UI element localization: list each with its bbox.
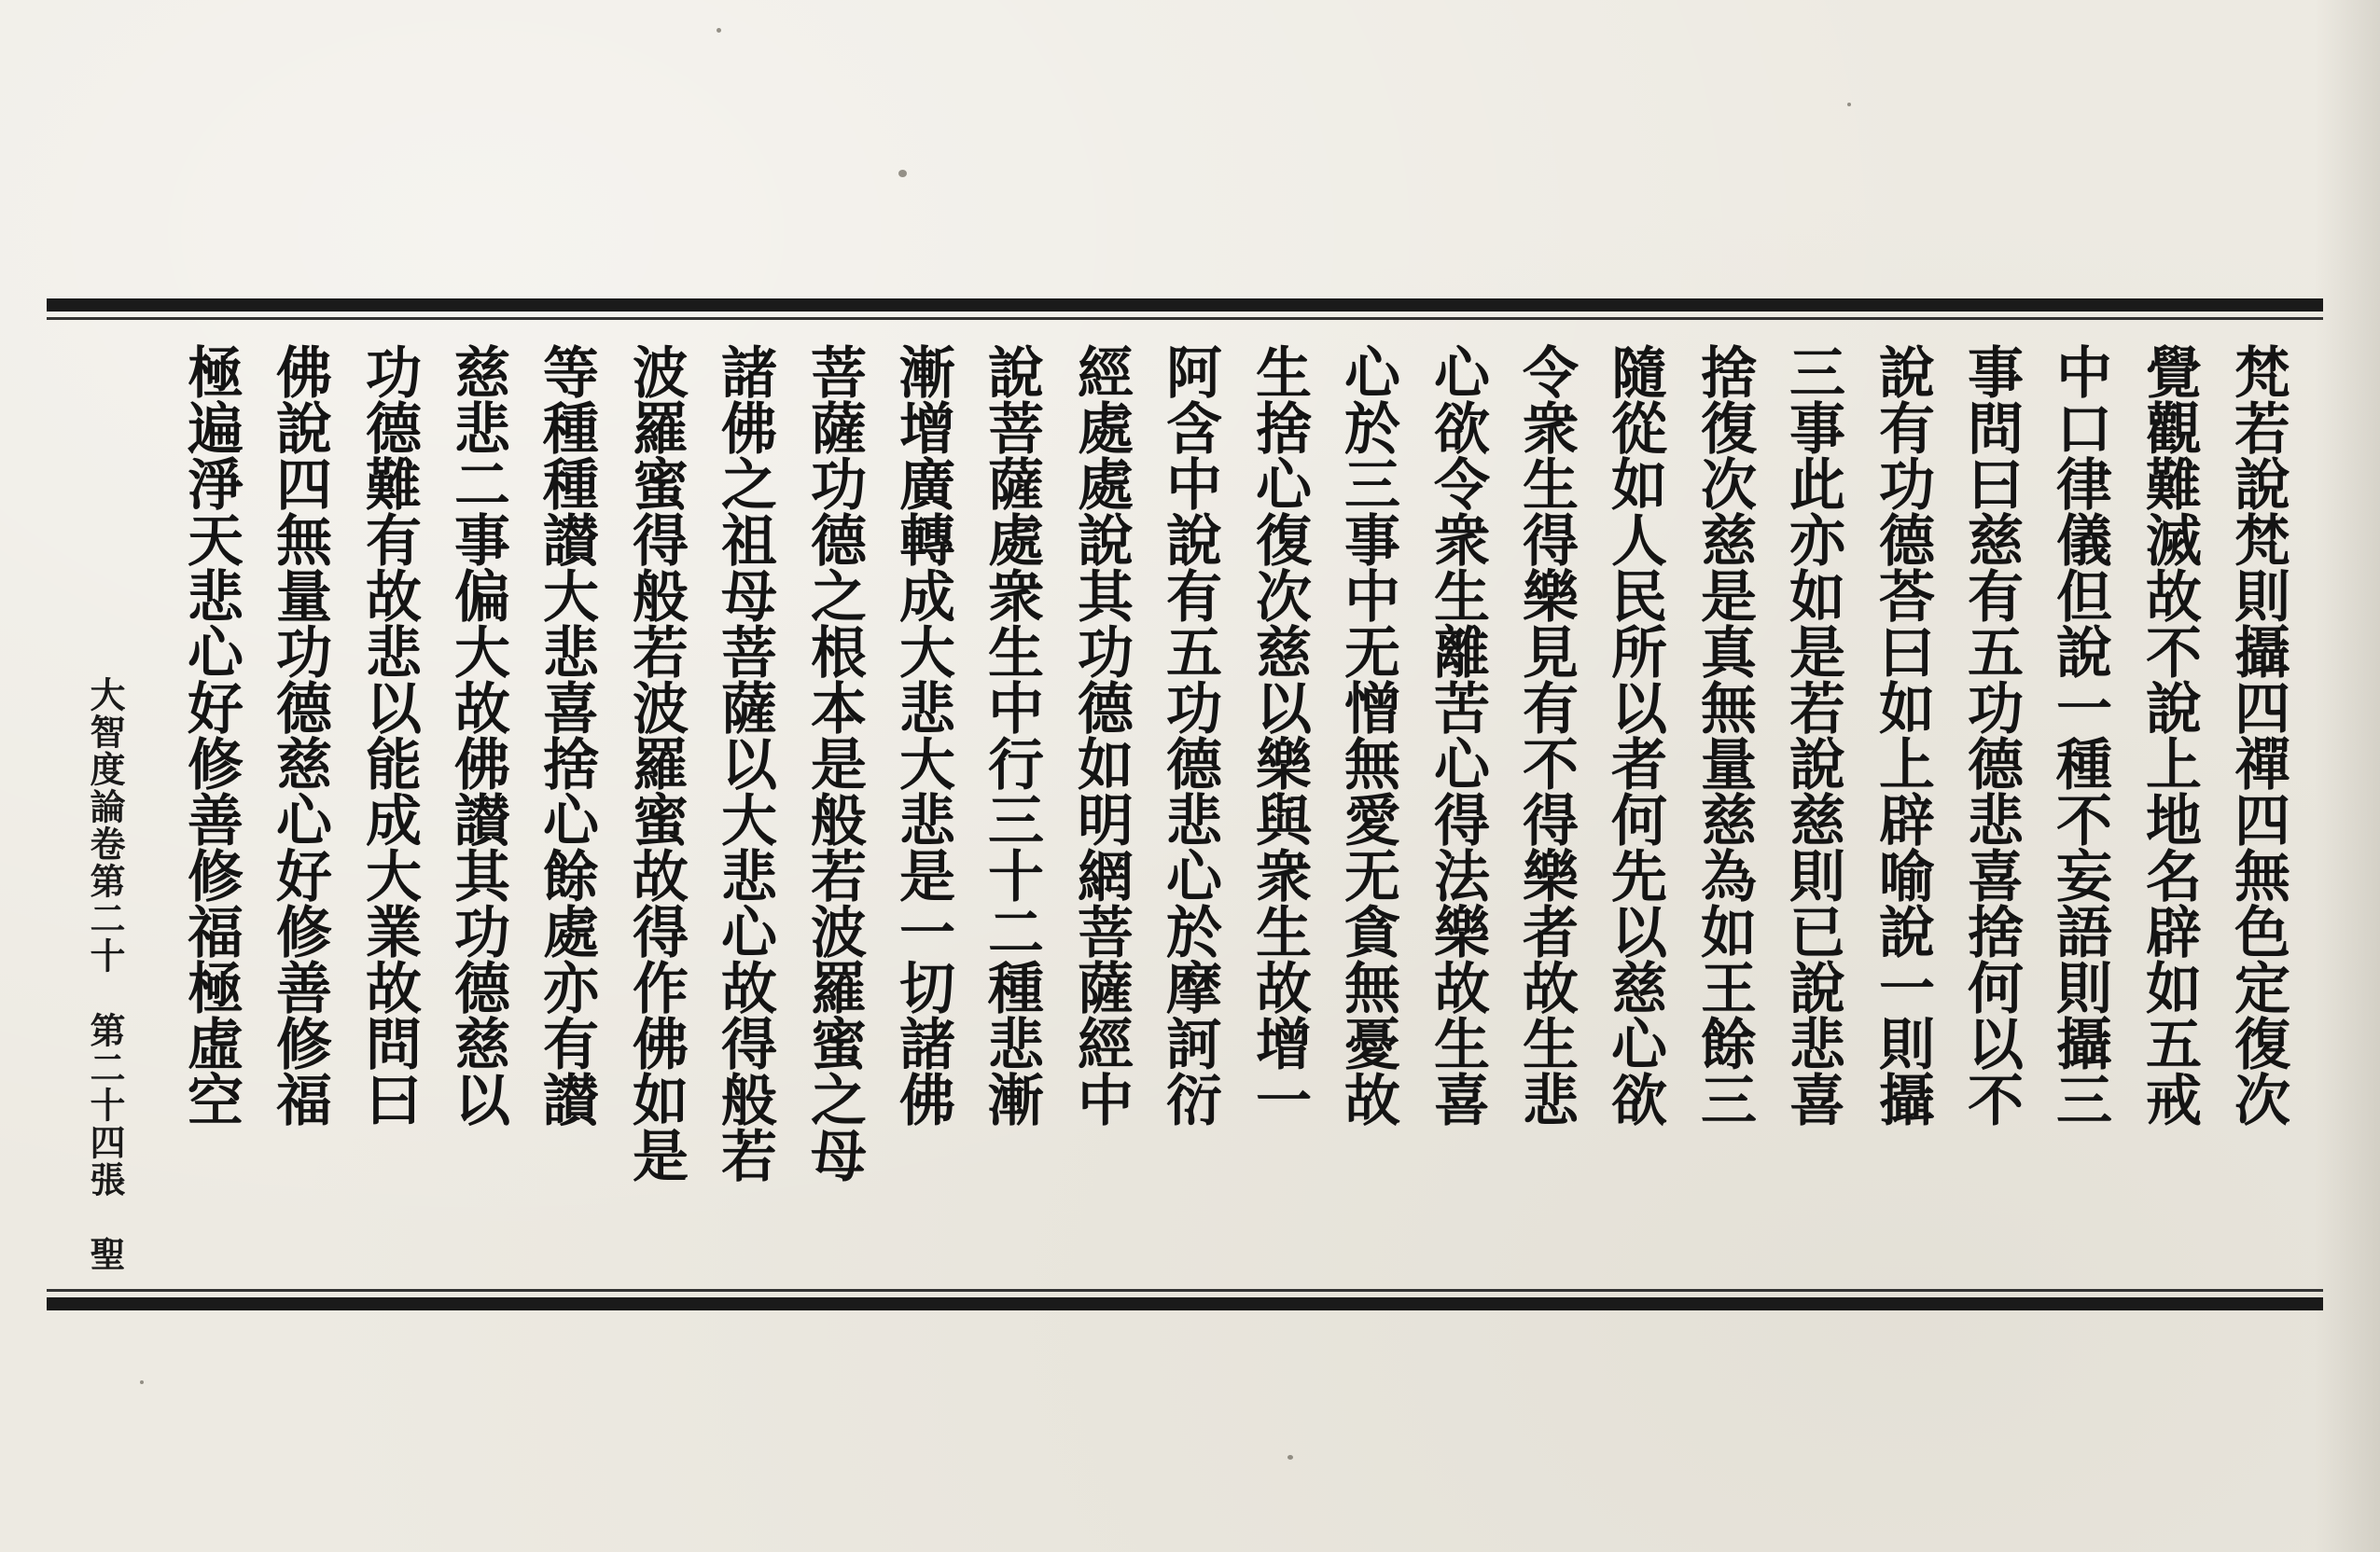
ink-speck xyxy=(717,28,721,33)
text-column-24: 極遍淨天悲心好修善修福極虛空 xyxy=(178,343,244,1127)
text-column-5: 說有功德荅曰如上辟喻說一則攝 xyxy=(1870,343,1935,1127)
ink-speck xyxy=(140,1380,144,1384)
ink-speck xyxy=(898,170,907,177)
text-column-23: 佛說四無量功德慈心好修善修福 xyxy=(267,343,332,1127)
text-column-9: 令衆生得樂見有不得樂者故生悲 xyxy=(1513,343,1579,1127)
text-column-11: 心於三事中无憎無愛无貪無憂故 xyxy=(1335,343,1400,1127)
bottom-border-rule xyxy=(47,1297,2323,1310)
text-column-2: 覺觀難滅故不說上地名辟如五戒 xyxy=(2136,343,2202,1127)
text-column-10: 心欲令衆生離苦心得法樂故生喜 xyxy=(1425,343,1490,1127)
text-column-17: 菩薩功德之根本是般若波羅蜜之母 xyxy=(801,343,867,1183)
text-column-6: 三事此亦如是若說慈則已說悲喜 xyxy=(1780,343,1845,1127)
text-column-18: 諸佛之祖母菩薩以大悲心故得般若 xyxy=(712,343,777,1183)
text-column-14: 經處處說其功德如明網菩薩經中 xyxy=(1068,343,1134,1127)
text-column-21: 慈悲二事偏大故佛讃其功德慈以 xyxy=(445,343,510,1127)
ink-speck xyxy=(1847,103,1851,106)
text-columns xyxy=(47,326,2323,1287)
text-column-4: 事問曰慈有五功德悲喜捨何以不 xyxy=(1958,343,2024,1127)
text-column-1: 梵若說梵則攝四禪四無色定復次 xyxy=(2225,343,2290,1127)
bottom-inner-rule xyxy=(47,1289,2323,1292)
text-column-19: 波羅蜜得般若波羅蜜故得作佛如是 xyxy=(623,343,689,1183)
text-column-16: 漸增廣轉成大悲大悲是一切諸佛 xyxy=(890,343,955,1127)
text-column-22: 功德難有故悲以能成大業故問曰 xyxy=(356,343,422,1127)
top-inner-rule xyxy=(47,317,2323,320)
text-column-12: 生捨心復次慈以樂與衆生故增一 xyxy=(1246,343,1312,1127)
text-column-3: 中口律儀但說一種不妄語則攝三 xyxy=(2047,343,2112,1127)
ink-speck xyxy=(1287,1455,1293,1460)
top-border-rule xyxy=(47,298,2323,312)
text-column-13: 阿含中說有五功德悲心於摩訶衍 xyxy=(1157,343,1222,1127)
printed-text-block xyxy=(47,298,2323,1310)
text-column-15: 說菩薩處衆生中行三十二種悲漸 xyxy=(979,343,1044,1127)
colophon-line: 大智度論卷第二十 第二十四張 聖 xyxy=(84,676,126,1273)
text-column-8: 隨從如人民所以者何先以慈心欲 xyxy=(1602,343,1667,1127)
text-column-20: 等種種讃大悲喜捨心餘處亦有讃 xyxy=(534,343,599,1127)
page-edge-shadow xyxy=(2315,0,2380,1552)
text-column-7: 捨復次慈是真無量慈為如王餘三 xyxy=(1691,343,1757,1127)
